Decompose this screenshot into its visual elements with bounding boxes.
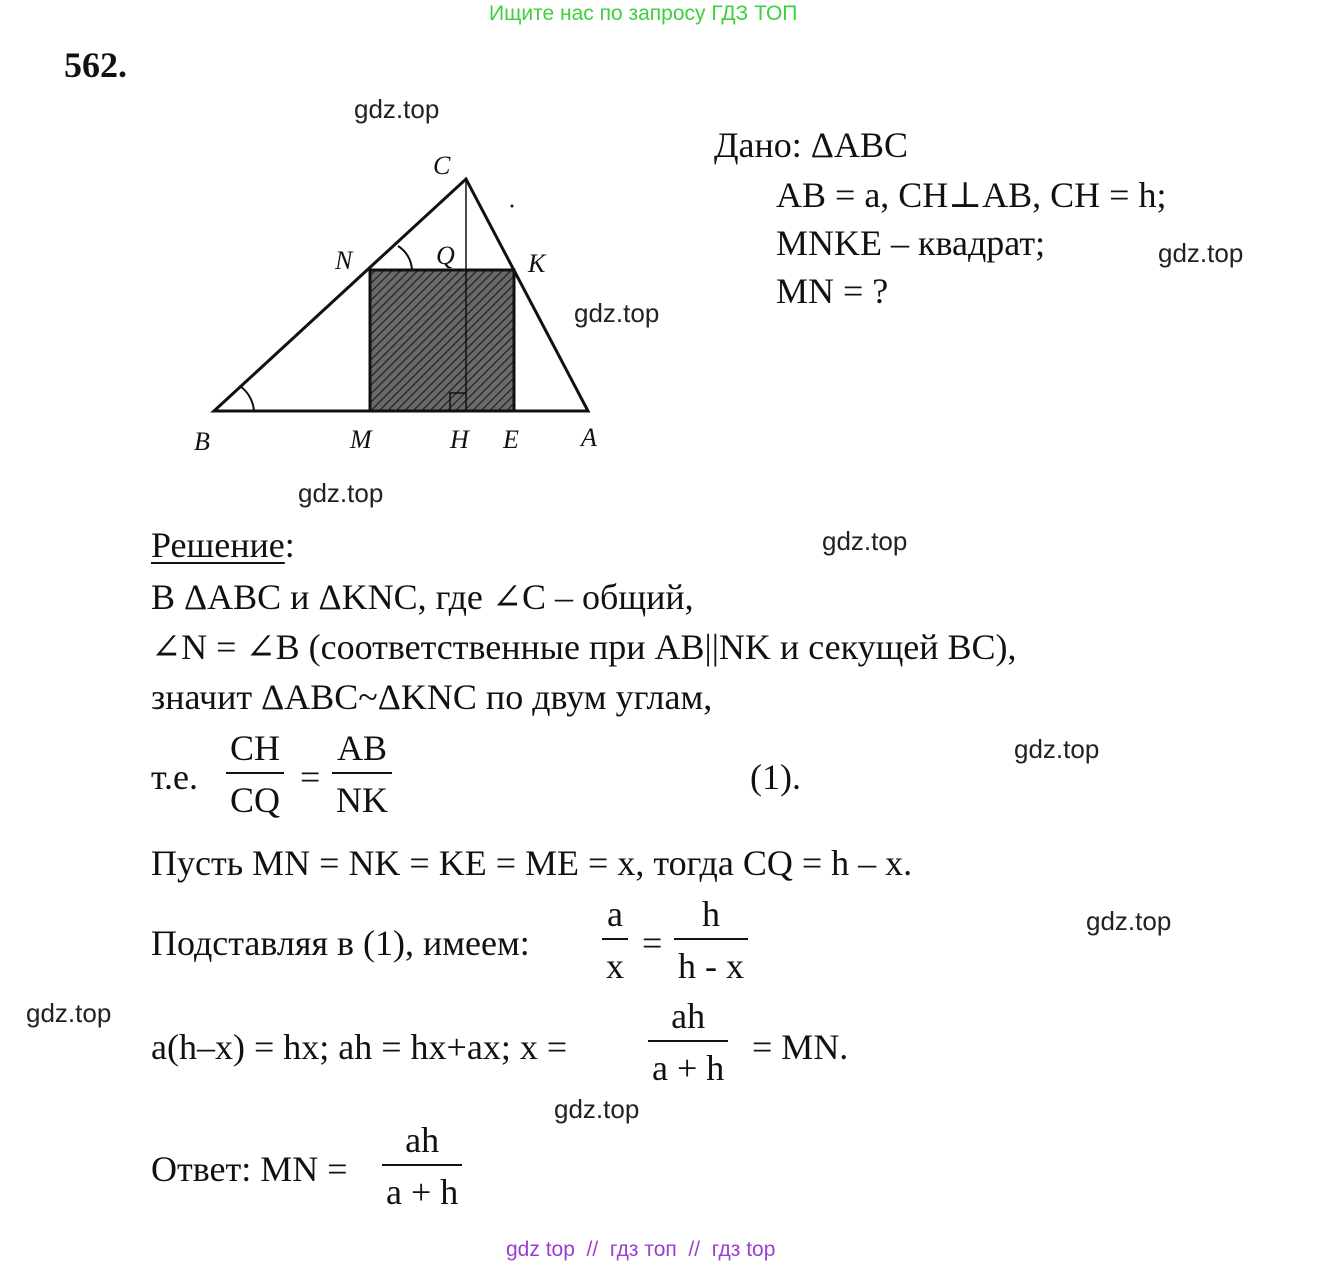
fraction-numerator: h bbox=[702, 894, 720, 934]
label-b: B bbox=[194, 427, 210, 456]
solution-line-5: a(h–x) = hx; ah = hx+ax; x = bbox=[151, 1027, 568, 1067]
footer-links[interactable]: gdz top // гдз топ // гдз top bbox=[506, 1238, 776, 1261]
label-e: E bbox=[503, 425, 519, 454]
given-line-2: MNKE – квадрат; bbox=[776, 223, 1046, 263]
fraction-ch-cq bbox=[226, 730, 284, 818]
label-q: Q bbox=[436, 241, 455, 270]
fraction-numerator: AB bbox=[336, 728, 387, 768]
watermark: gdz.top bbox=[1014, 734, 1100, 764]
solution-line-1: В ΔABC и ΔKNC, где ∠C – общий, bbox=[151, 577, 694, 617]
watermark: gdz.top bbox=[574, 298, 660, 328]
answer-text: Ответ: MN = bbox=[151, 1149, 348, 1189]
label-a: A bbox=[581, 423, 597, 452]
given-line-1: AB = a, CH⊥AB, CH = h; bbox=[776, 175, 1167, 215]
solution-te: т.е. bbox=[151, 757, 199, 797]
fraction-numerator: ah bbox=[405, 1120, 440, 1160]
angle-arc-b bbox=[240, 386, 254, 411]
fraction-denominator: CQ bbox=[226, 772, 284, 818]
equals-sign: = bbox=[300, 757, 321, 797]
fraction-denominator: x bbox=[602, 938, 628, 984]
fraction-denominator: h - x bbox=[674, 938, 748, 984]
substitution-text: Подставляя в (1), имеем: bbox=[151, 923, 530, 963]
watermark: gdz.top bbox=[354, 94, 440, 124]
solution-line-2: ∠N = ∠B (соответственные при AB||NK и секущей BC), bbox=[151, 627, 1017, 667]
given-line-3: MN = ? bbox=[776, 271, 889, 311]
square-mnke bbox=[370, 270, 514, 411]
watermark: gdz.top bbox=[1086, 906, 1172, 936]
fraction-denominator: NK bbox=[332, 772, 392, 818]
fraction-numerator: ah bbox=[671, 996, 706, 1036]
fraction-h-hx bbox=[674, 896, 748, 984]
solution-heading-colon: : bbox=[284, 525, 295, 565]
solution-line-4: Пусть MN = NK = KE = ME = x, тогда CQ = h – x. bbox=[151, 843, 913, 883]
label-m: M bbox=[350, 425, 372, 454]
fraction-denominator: a + h bbox=[382, 1164, 462, 1210]
dot-mark bbox=[511, 205, 514, 208]
watermark: gdz.top bbox=[822, 526, 908, 556]
fraction-ab-nk bbox=[332, 730, 392, 818]
fraction-a-x bbox=[602, 896, 628, 984]
top-banner[interactable]: Ищите нас по запросу ГДЗ ТОП bbox=[489, 2, 798, 25]
fraction-numerator: a bbox=[607, 894, 623, 934]
problem-number: 562. bbox=[64, 45, 127, 85]
label-c: C bbox=[433, 151, 451, 180]
equation-ref: (1). bbox=[750, 757, 801, 797]
fraction-ah-a-h bbox=[648, 998, 728, 1086]
fraction-denominator: a + h bbox=[648, 1040, 728, 1086]
solution-line-3: значит ΔABC~ΔKNC по двум углам, bbox=[151, 677, 713, 717]
triangle-figure bbox=[0, 0, 700, 470]
label-k: K bbox=[528, 249, 546, 278]
label-n: N bbox=[335, 246, 353, 275]
watermark: gdz.top bbox=[1158, 238, 1244, 268]
fraction-answer bbox=[382, 1122, 462, 1210]
label-h: H bbox=[450, 425, 469, 454]
watermark: gdz.top bbox=[554, 1094, 640, 1124]
solution-heading bbox=[151, 524, 295, 566]
equals-sign: = bbox=[642, 923, 663, 963]
watermark: gdz.top bbox=[26, 998, 112, 1028]
solution-line-5-end: = MN. bbox=[752, 1027, 849, 1067]
given-title: Дано: ΔABC bbox=[714, 125, 908, 165]
fraction-numerator: CH bbox=[230, 728, 281, 768]
watermark: gdz.top bbox=[298, 478, 384, 508]
solution-heading-text: Решение bbox=[151, 525, 285, 565]
angle-arc-n bbox=[398, 246, 412, 270]
